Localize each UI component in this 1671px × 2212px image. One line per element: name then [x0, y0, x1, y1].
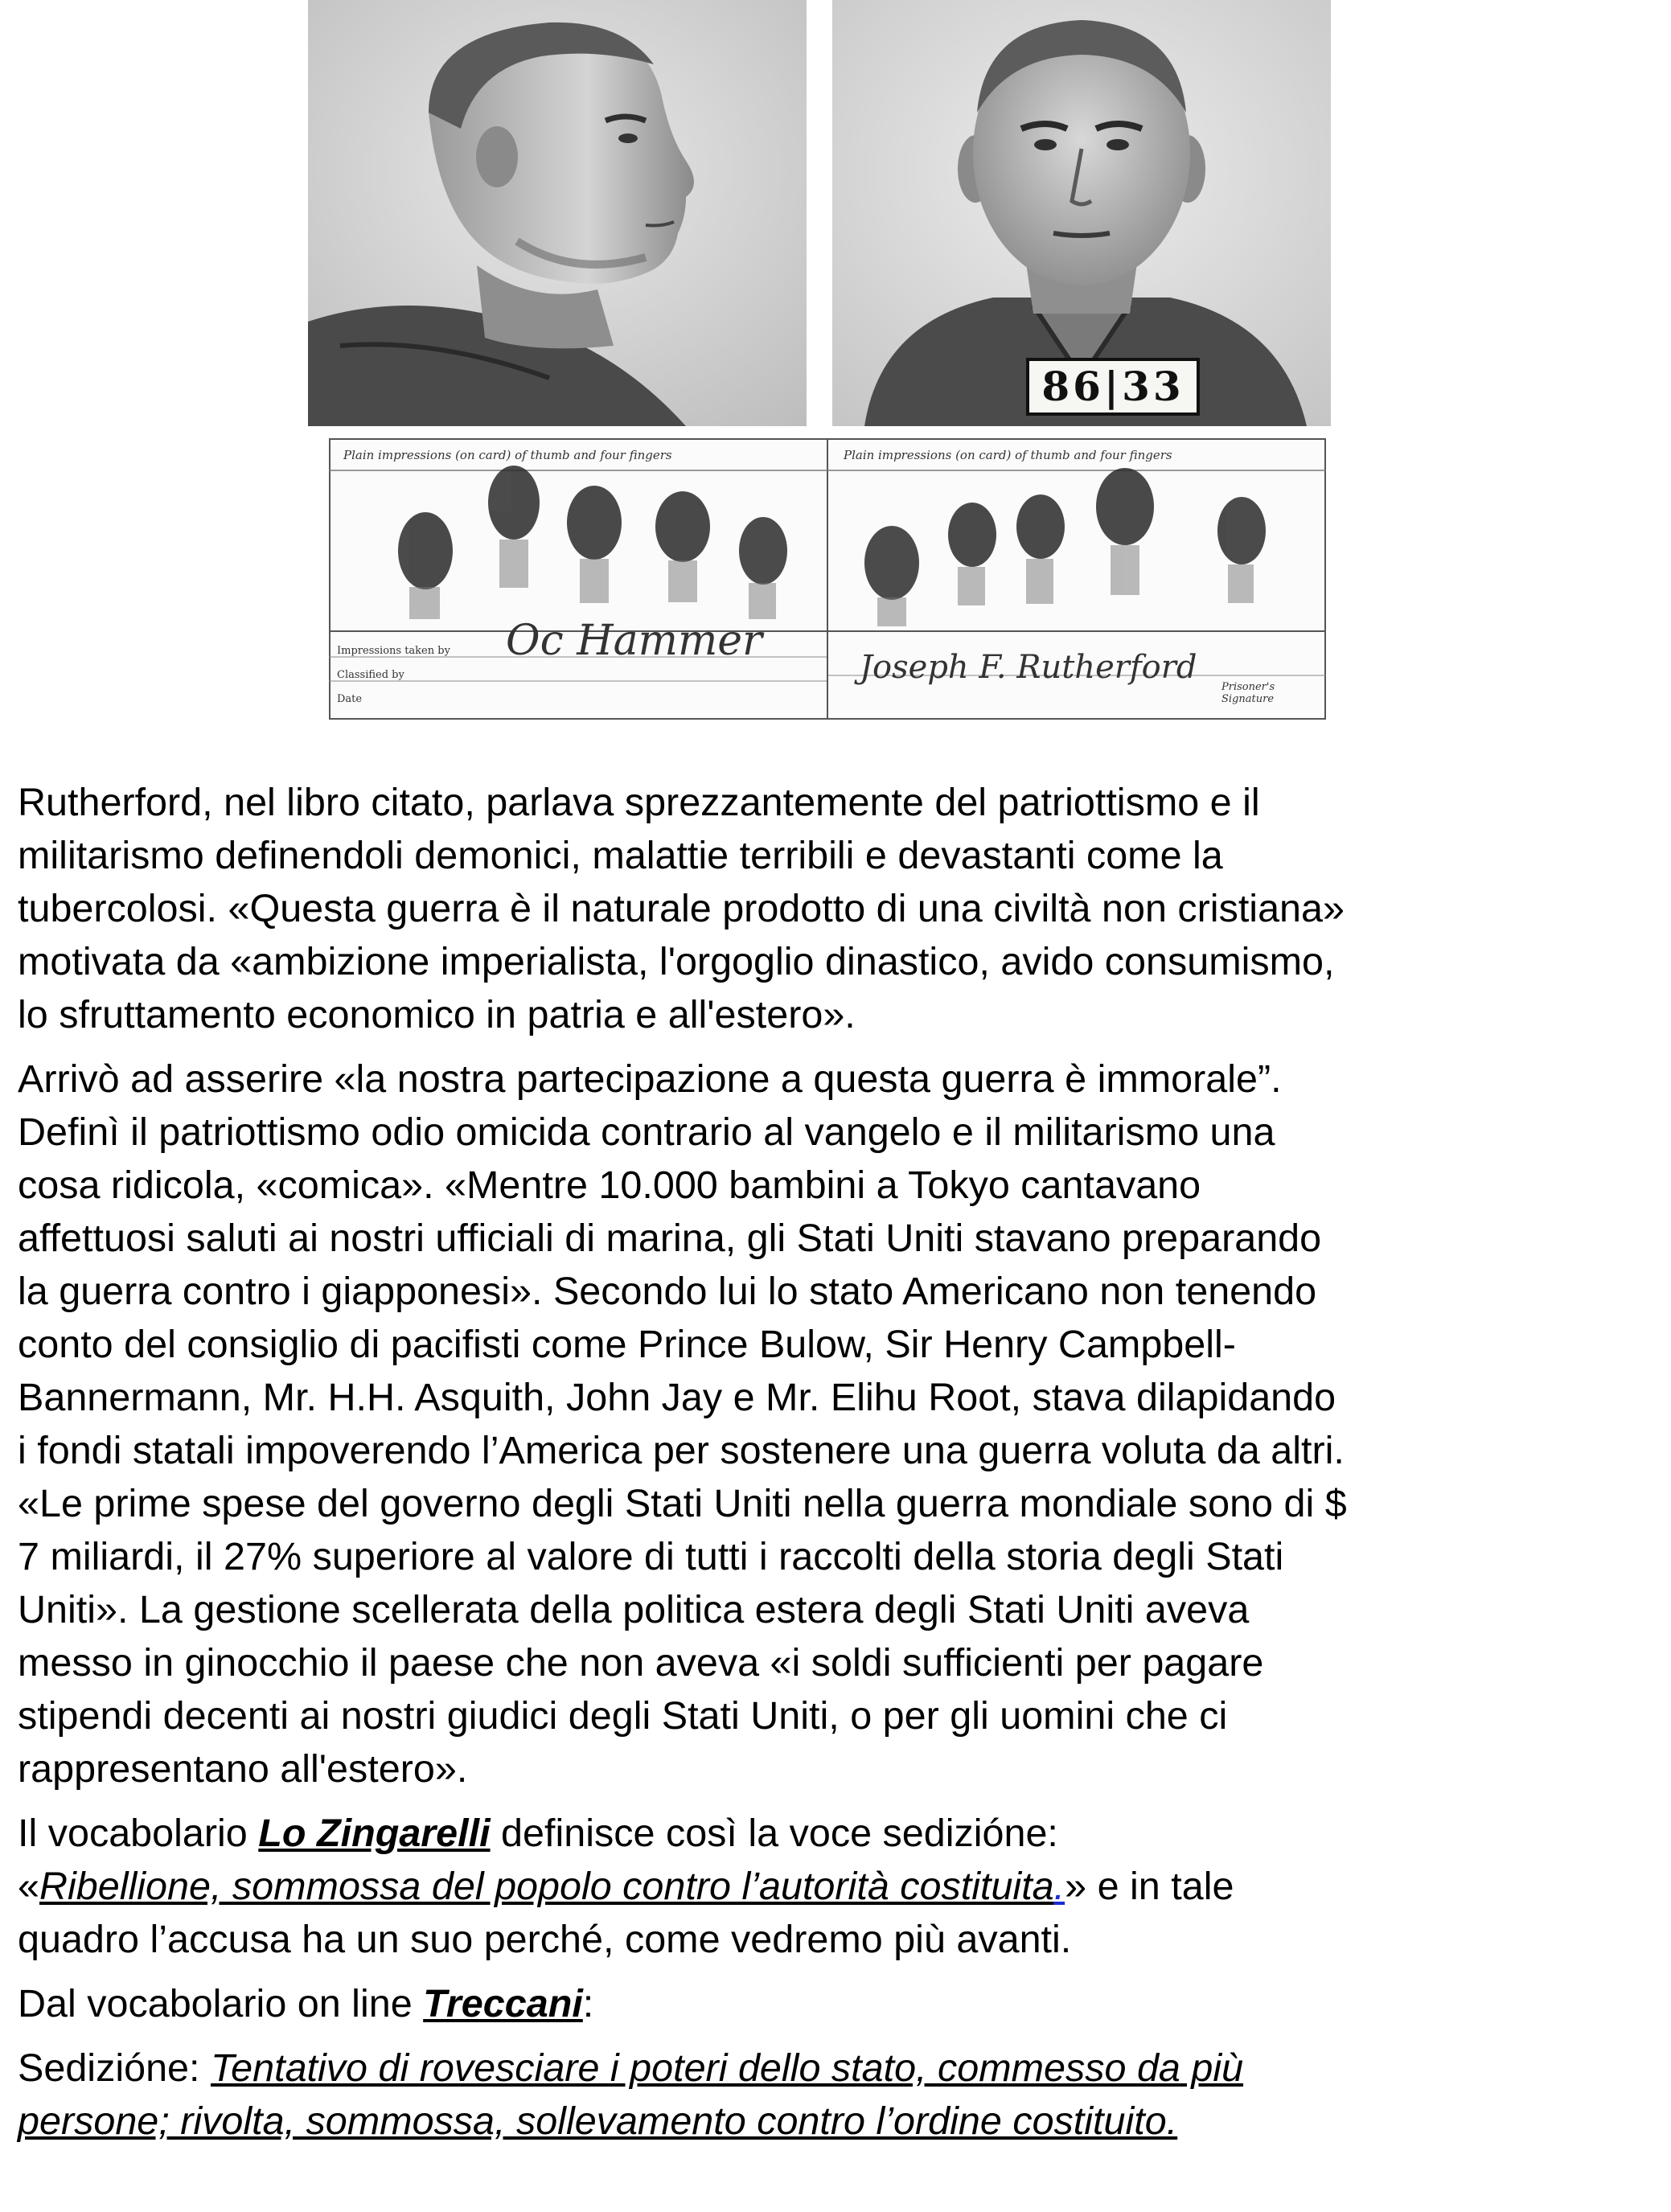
- text-line: lo sfruttamento economico in patria e all'estero».: [18, 993, 856, 1036]
- text-line: motivata da «ambizione imperialista, l'orgoglio dinastico, avido consumismo,: [18, 940, 1335, 983]
- prisoner-signature: Joseph F. Rutherford: [860, 649, 1197, 686]
- paragraph-5: [18, 2042, 1626, 2148]
- article-body: [18, 776, 1626, 2159]
- zingarelli-link[interactable]: Lo Zingarelli: [258, 1812, 491, 1855]
- fingerprint-header-left: Plain impressions (on card) of thumb and four fingers: [343, 448, 672, 462]
- text-line: stipendi decenti ai nostri giudici degli Stati Uniti, o per gli uomini che ci: [18, 1694, 1228, 1738]
- text-span: Il vocabolario: [18, 1812, 259, 1855]
- paragraph-3: [18, 1807, 1626, 1966]
- zingarelli-definition-link[interactable]: Ribellione, sommossa del popolo contro l’autorità costituita: [39, 1865, 1054, 1908]
- text-line: [18, 2042, 1626, 2095]
- text-line: conto del consiglio di pacifisti come Prince Bulow, Sir Henry Campbell-: [18, 1323, 1236, 1366]
- text-span: Sedizióne:: [18, 2046, 211, 2090]
- text-line: Arrivò ad asserire «la nostra partecipazione a questa guerra è immorale”.: [18, 1057, 1282, 1101]
- taker-signature: Oc Hammer: [506, 617, 762, 665]
- text-line: Uniti». La gestione scellerata della politica estera degli Stati Uniti aveva: [18, 1588, 1250, 1631]
- text-span: «: [18, 1865, 39, 1908]
- label-classified-by: Classified by: [337, 669, 404, 681]
- text-line: rappresentano all'estero».: [18, 1747, 468, 1791]
- text-line: [18, 1807, 1626, 1860]
- treccani-definition-link[interactable]: persone; rivolta, sommossa, sollevamento contro l’ordine costituito.: [18, 2099, 1178, 2143]
- text-line: affettuosi saluti ai nostri ufficiali di marina, gli Stati Uniti stavano preparando: [18, 1217, 1322, 1260]
- text-line: Definì il patriottismo odio omicida contrario al vangelo e il militarismo una: [18, 1110, 1275, 1154]
- paragraph-2: [18, 1053, 1626, 1795]
- text-line: [18, 1977, 1626, 2030]
- text-line: tubercolosi. «Questa guerra è il naturale prodotto di una civiltà non cristiana»: [18, 887, 1345, 930]
- fingerprint-header-right: Plain impressions (on card) of thumb and four fingers: [844, 448, 1172, 462]
- prisoner-number-tag: 86|33: [1026, 358, 1200, 416]
- text-span: definisce così la voce sedizióne:: [490, 1812, 1058, 1855]
- treccani-definition-link[interactable]: Tentativo di rovesciare i poteri dello stato, commesso da più: [210, 2046, 1244, 2090]
- text-span: :: [582, 1982, 594, 2025]
- label-taken-by: Impressions taken by: [337, 645, 450, 657]
- text-line: 7 miliardi, il 27% superiore al valore di tutti i raccolti della storia degli Stati: [18, 1535, 1284, 1578]
- profile-photo: [308, 0, 807, 426]
- paragraph-1: [18, 776, 1626, 1041]
- mugshot-card: [308, 0, 1331, 724]
- text-line: [18, 1860, 1626, 1913]
- text-span: » e in tale: [1065, 1865, 1234, 1908]
- text-line: militarismo definendoli demonici, malattie terribili e devastanti come la: [18, 834, 1223, 877]
- text-line: la guerra contro i giapponesi». Secondo lui lo stato Americano non tenendo: [18, 1270, 1317, 1313]
- treccani-link[interactable]: Treccani: [423, 1982, 583, 2025]
- label-date: Date: [337, 693, 363, 705]
- definition-dot: .: [1053, 1865, 1065, 1908]
- fingerprint-card: [329, 438, 1326, 720]
- text-line: Rutherford, nel libro citato, parlava sprezzantemente del patriottismo e il: [18, 781, 1260, 824]
- text-line: cosa ridicola, «comica». «Mentre 10.000 bambini a Tokyo cantavano: [18, 1163, 1201, 1207]
- text-span: Dal vocabolario on line: [18, 1982, 424, 2025]
- text-line: i fondi statali impoverendo l’America per sostenere una guerra voluta da altri.: [18, 1429, 1345, 1472]
- paragraph-4: [18, 1977, 1626, 2030]
- prisoner-signature-caption: Prisoner's Signature: [1221, 681, 1275, 705]
- text-line: «Le prime spese del governo degli Stati Uniti nella guerra mondiale sono di $: [18, 1482, 1347, 1525]
- fingerprint-labels: [337, 639, 450, 712]
- text-line: messo in ginocchio il paese che non aveva «i soldi sufficienti per pagare: [18, 1641, 1264, 1685]
- text-line: quadro l’accusa ha un suo perché, come vedremo più avanti.: [18, 1918, 1072, 1961]
- text-line: [18, 2095, 1626, 2148]
- text-line: Bannermann, Mr. H.H. Asquith, John Jay e Mr. Elihu Root, stava dilapidando: [18, 1376, 1336, 1419]
